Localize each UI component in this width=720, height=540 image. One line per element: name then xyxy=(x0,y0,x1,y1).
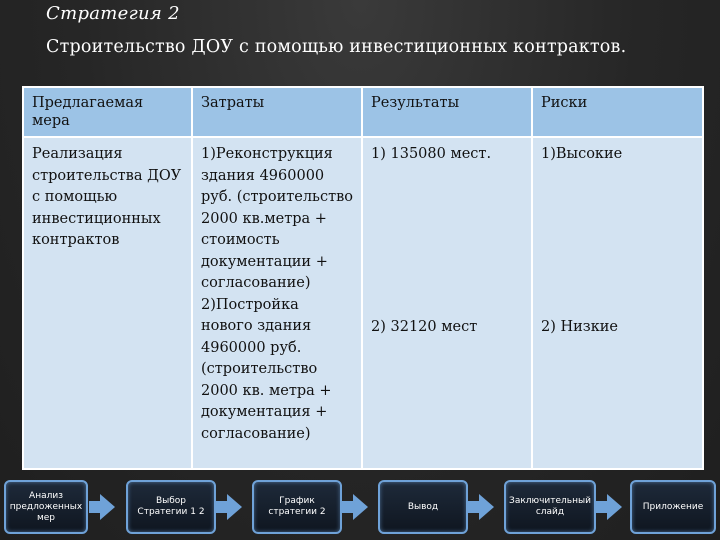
nav-analysis-button[interactable] xyxy=(4,480,88,534)
nav-graph-label: График стратегии 2 xyxy=(268,496,326,517)
risks-option-1: 1)Высокие xyxy=(541,146,623,162)
costs-option-2: 2)Постройка нового здания 4960000 руб. (строительство 2000 кв. метра + документация + согласование) xyxy=(201,296,332,442)
risks-option-2: 2) Низкие xyxy=(541,318,619,335)
results-spacer xyxy=(371,166,523,317)
strategy-table xyxy=(22,86,704,470)
measure-text: Реализация строительства ДОУ с помощью инвестиционных контрактов xyxy=(32,146,182,248)
slide-title xyxy=(46,2,686,58)
nav-appendix-button[interactable] xyxy=(630,480,716,534)
results-option-2: 2) 32120 мест xyxy=(371,318,478,335)
right-arrow-icon xyxy=(607,494,622,520)
navigation-bar xyxy=(0,474,720,540)
costs-option-1: 1)Реконструкция здания 4960000 руб. (строительство 2000 кв.метра + стоимость документации + согласование) xyxy=(201,146,353,291)
header-costs: Затраты xyxy=(192,87,362,137)
right-arrow-icon xyxy=(100,494,115,520)
cell-measure xyxy=(23,137,192,469)
right-arrow-icon xyxy=(479,494,494,520)
cell-risks xyxy=(532,137,703,469)
results-option-1: 1) 135080 мест. xyxy=(371,146,492,162)
nav-conclusion-label: Вывод xyxy=(407,501,439,512)
nav-final-slide-label: Заключительный слайд xyxy=(509,496,591,517)
strategy-subtitle: Строительство ДОУ с помощью инвестиционных контрактов. xyxy=(46,37,627,57)
header-results: Результаты xyxy=(362,87,532,137)
risks-spacer xyxy=(541,166,694,317)
right-arrow-icon xyxy=(353,494,368,520)
table-row xyxy=(23,137,703,469)
nav-choice-label: Выбор Стратегии 1 2 xyxy=(137,496,205,517)
table-header-row xyxy=(23,87,703,137)
header-risks: Риски xyxy=(532,87,703,137)
cell-costs xyxy=(192,137,362,469)
nav-final-slide-button[interactable] xyxy=(504,480,596,534)
nav-conclusion-button[interactable] xyxy=(378,480,468,534)
cell-results xyxy=(362,137,532,469)
nav-analysis-label: Анализ предложенных мер xyxy=(9,490,83,523)
nav-graph-button[interactable] xyxy=(252,480,342,534)
right-arrow-icon xyxy=(227,494,242,520)
header-measure: Предлагаемая мера xyxy=(23,87,192,137)
strategy-heading: Стратегия 2 xyxy=(46,3,180,24)
nav-choice-button[interactable] xyxy=(126,480,216,534)
nav-appendix-label: Приложение xyxy=(642,501,704,512)
